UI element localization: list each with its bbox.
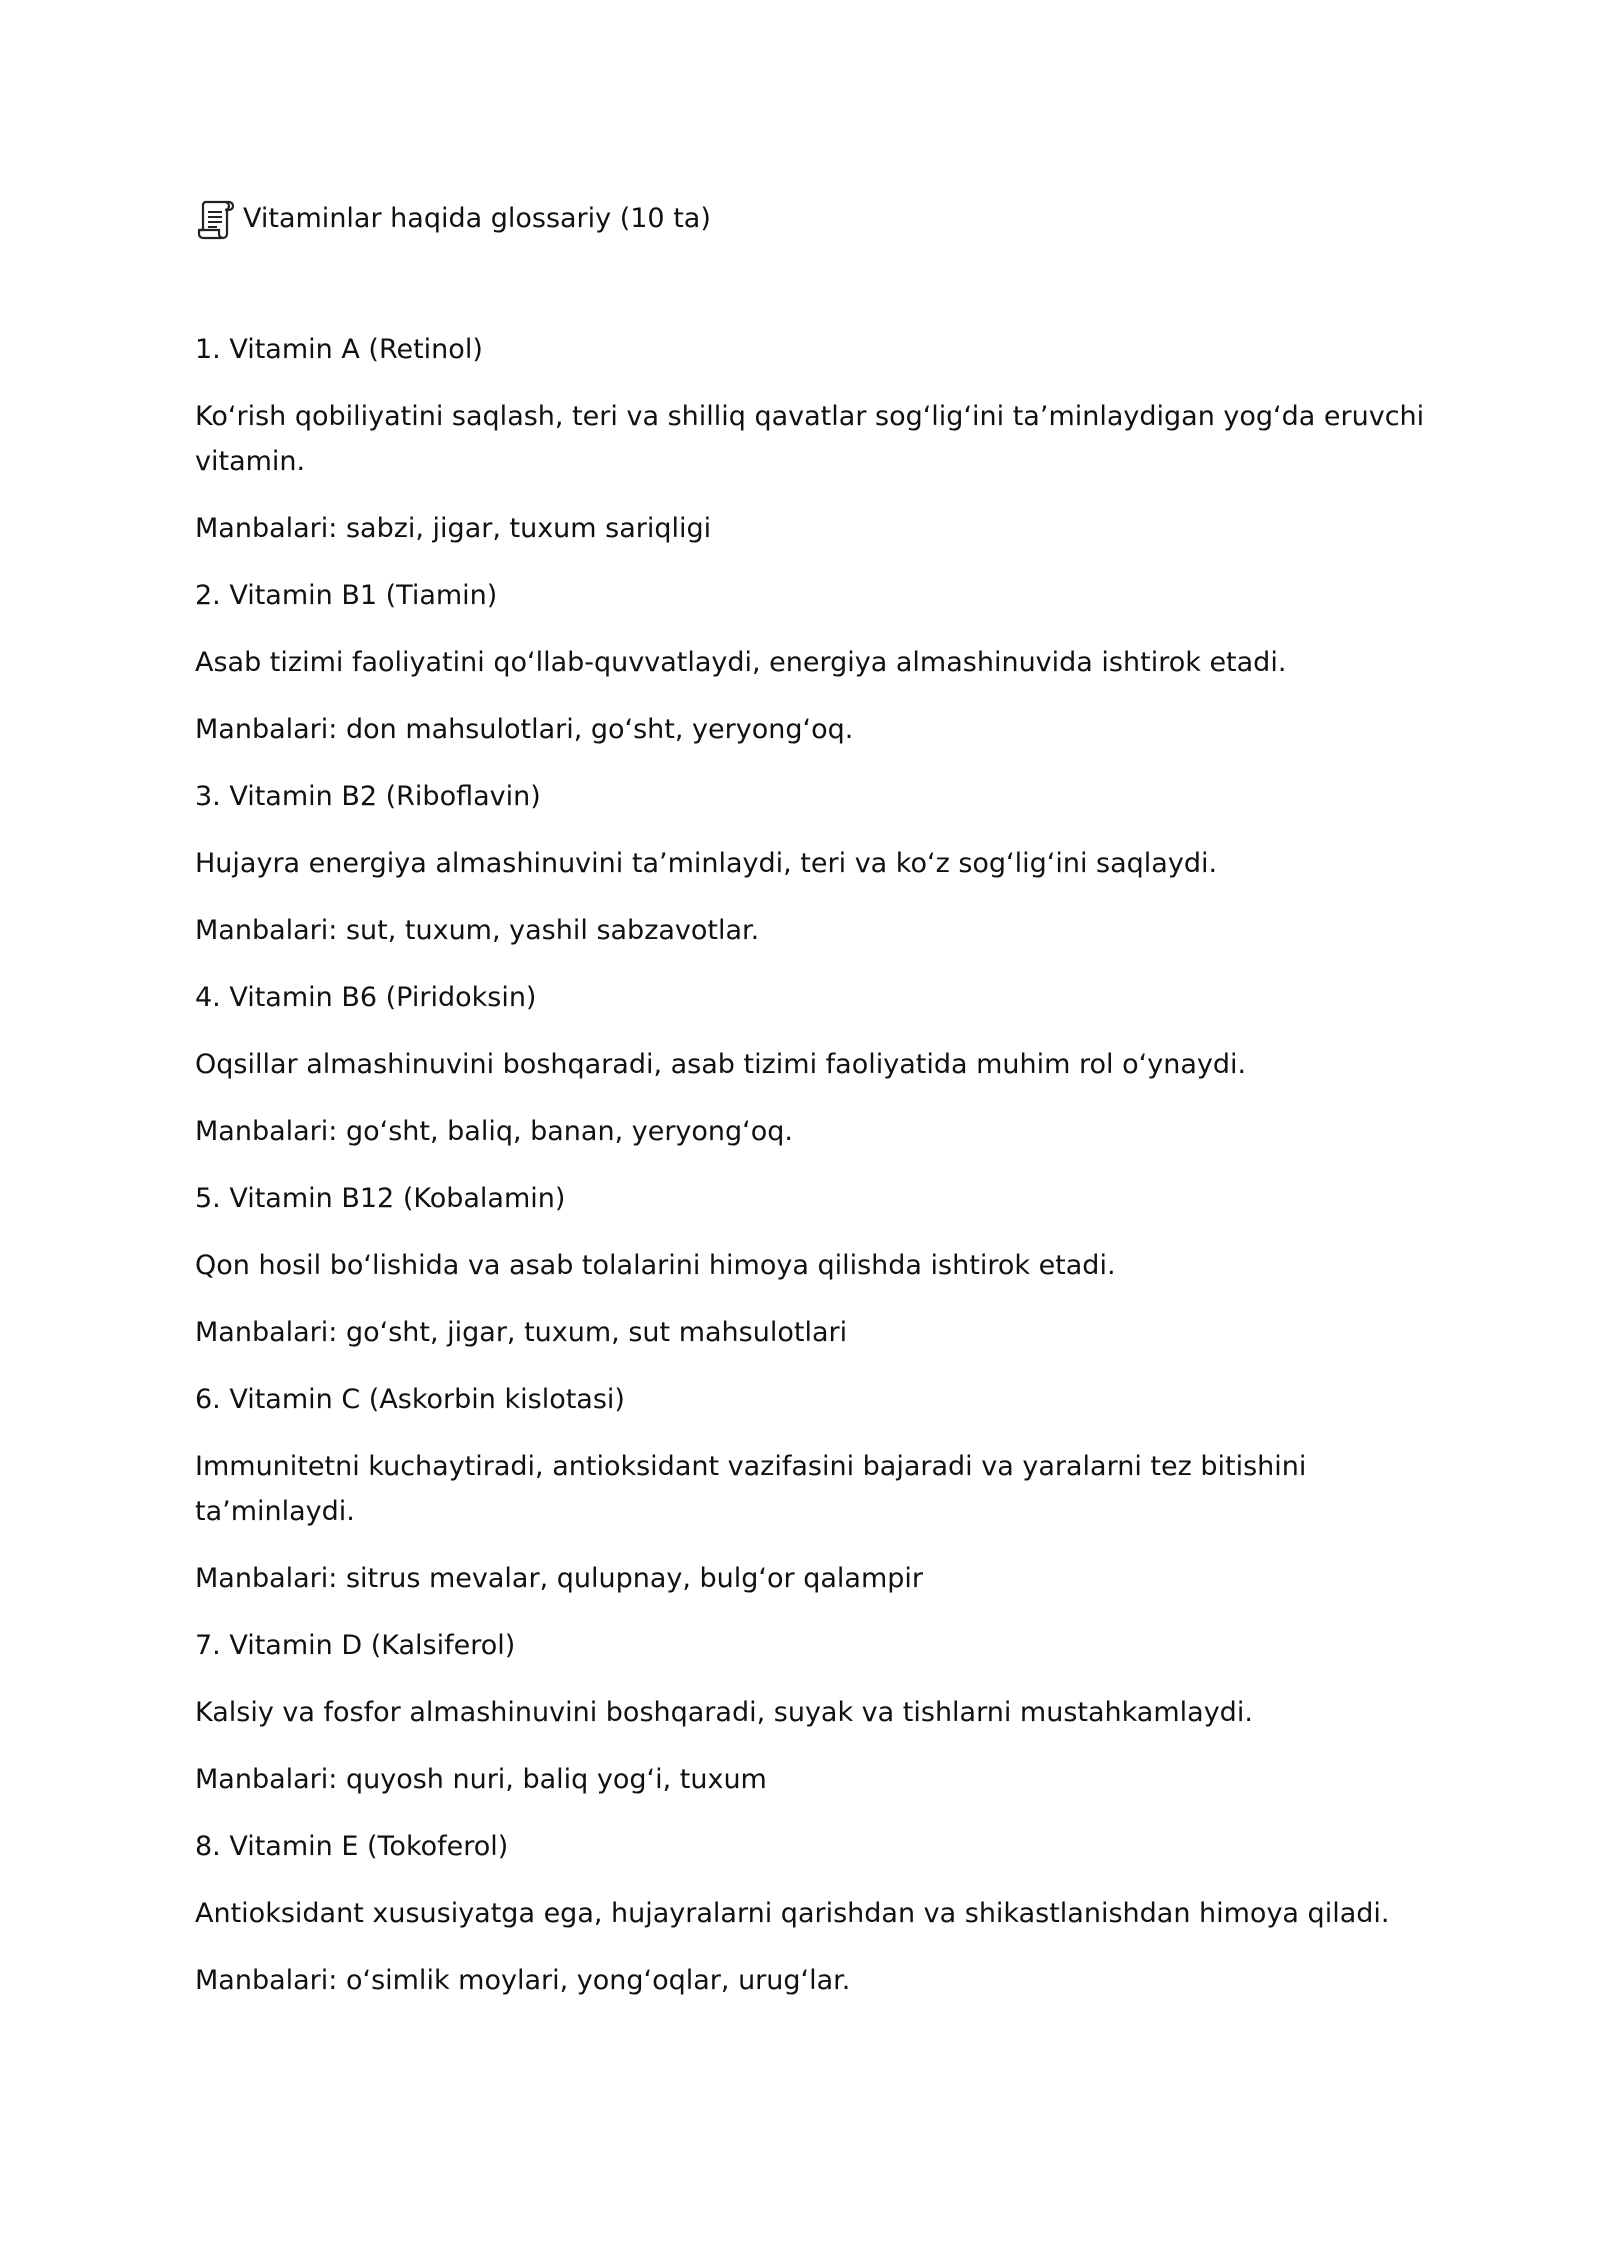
- document-title: [195, 196, 1435, 241]
- entry-heading: 7. Vitamin D (Kalsiferol): [195, 1630, 516, 1661]
- entry-heading: 8. Vitamin E (Tokoferol): [195, 1831, 509, 1862]
- entry-description: Immunitetni kuchaytiradi, antioksidant vazifasini bajaradi va yaralarni tez bitishini ta’minlaydi.: [195, 1451, 1307, 1527]
- entry-sources: Manbalari: go‘sht, baliq, banan, yeryong‘oq.: [195, 1116, 794, 1147]
- entry-heading: 1. Vitamin A (Retinol): [195, 334, 483, 365]
- document-page: [195, 196, 1435, 2025]
- entry-description: Antioksidant xususiyatga ega, hujayralarni qarishdan va shikastlanishdan himoya qiladi.: [195, 1898, 1390, 1929]
- glossary-entry-2: [195, 573, 1435, 752]
- glossary-entry-8: [195, 1824, 1435, 2003]
- entry-description: Kalsiy va fosfor almashinuvini boshqaradi, suyak va tishlarni mustahkamlaydi.: [195, 1697, 1253, 1728]
- entry-heading: 5. Vitamin B12 (Kobalamin): [195, 1183, 566, 1214]
- entry-description: Hujayra energiya almashinuvini ta’minlaydi, teri va ko‘z sog‘lig‘ini saqlaydi.: [195, 848, 1218, 879]
- entry-sources: Manbalari: o‘simlik moylari, yong‘oqlar, urug‘lar.: [195, 1965, 851, 1996]
- document-title-text: Vitaminlar haqida glossariy (10 ta): [243, 202, 711, 234]
- entry-sources: Manbalari: go‘sht, jigar, tuxum, sut mahsulotlari: [195, 1317, 848, 1348]
- scroll-icon: [195, 197, 235, 241]
- glossary-entry-4: [195, 975, 1435, 1154]
- entry-sources: Manbalari: don mahsulotlari, go‘sht, yeryong‘oq.: [195, 714, 854, 745]
- glossary-entry-1: [195, 327, 1435, 551]
- entry-description: Oqsillar almashinuvini boshqaradi, asab tizimi faoliyatida muhim rol o‘ynaydi.: [195, 1049, 1247, 1080]
- entry-description: Asab tizimi faoliyatini qo‘llab-quvvatlaydi, energiya almashinuvida ishtirok etadi.: [195, 647, 1287, 678]
- glossary-entry-6: [195, 1377, 1435, 1601]
- glossary-entry-3: [195, 774, 1435, 953]
- glossary-entry-5: [195, 1176, 1435, 1355]
- entry-description: Qon hosil bo‘lishida va asab tolalarini himoya qilishda ishtirok etadi.: [195, 1250, 1116, 1281]
- entry-sources: Manbalari: quyosh nuri, baliq yog‘i, tuxum: [195, 1764, 767, 1795]
- entry-description: Ko‘rish qobiliyatini saqlash, teri va shilliq qavatlar sog‘lig‘ini ta’minlaydigan yog‘da eruvchi vitamin.: [195, 401, 1425, 477]
- entry-sources: Manbalari: sitrus mevalar, qulupnay, bulg‘or qalampir: [195, 1563, 923, 1594]
- entry-sources: Manbalari: sut, tuxum, yashil sabzavotlar.: [195, 915, 760, 946]
- glossary-entry-7: [195, 1623, 1435, 1802]
- entry-heading: 4. Vitamin B6 (Piridoksin): [195, 982, 537, 1013]
- entry-heading: 6. Vitamin C (Askorbin kislotasi): [195, 1384, 625, 1415]
- entry-sources: Manbalari: sabzi, jigar, tuxum sariqligi: [195, 513, 712, 544]
- entry-heading: 3. Vitamin B2 (Riboflavin): [195, 781, 541, 812]
- entry-heading: 2. Vitamin B1 (Tiamin): [195, 580, 498, 611]
